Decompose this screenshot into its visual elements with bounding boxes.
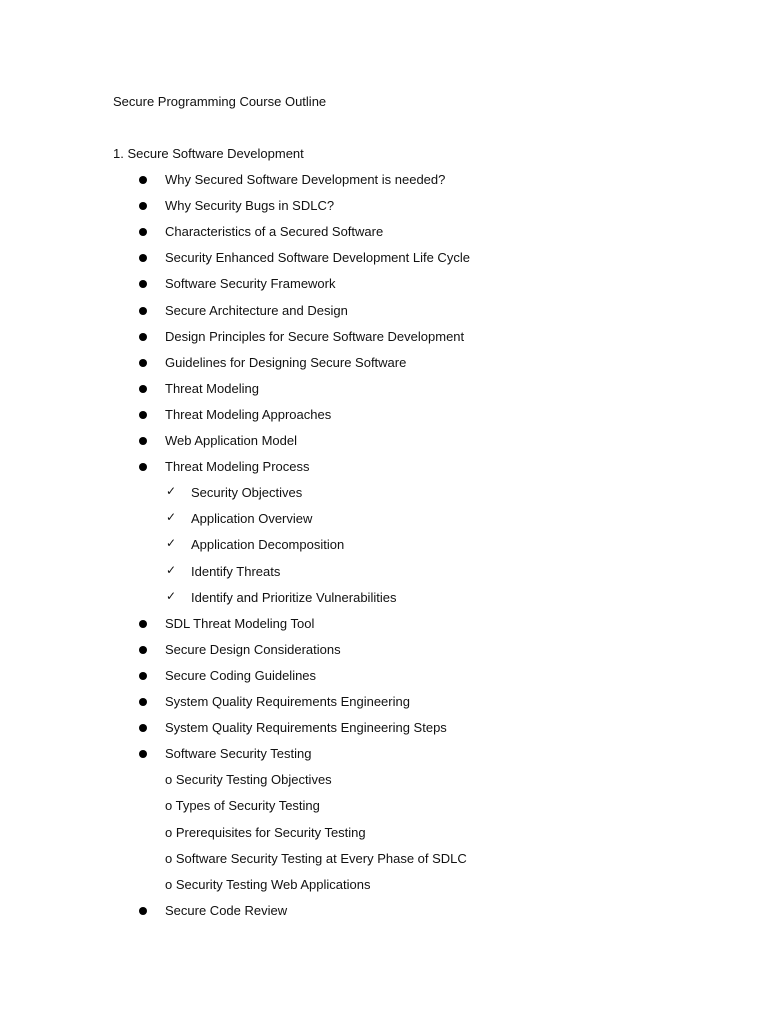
outline-item-label: Software Security Framework — [165, 276, 336, 291]
bullet-icon — [139, 228, 147, 236]
outline-item-label: Threat Modeling Process — [165, 459, 310, 474]
outline-subitem-label: o Security Testing Objectives — [165, 772, 332, 787]
outline-subitem-label: Application Decomposition — [191, 537, 345, 552]
bullet-icon — [139, 463, 147, 471]
outline-subitem-label: Identify Threats — [191, 564, 281, 579]
bullet-icon — [139, 907, 147, 915]
bullet-icon — [139, 280, 147, 288]
outline-item-label: Secure Code Review — [165, 903, 288, 918]
outline-subitem-label: Identify and Prioritize Vulnerabilities — [191, 590, 397, 605]
outline-item-label: System Quality Requirements Engineering Steps — [165, 720, 447, 735]
checkmark-icon: ✓ — [166, 484, 177, 498]
checkmark-icon: ✓ — [166, 536, 177, 550]
outline-subitem-label: Application Overview — [191, 511, 313, 526]
outline-item-label: Design Principles for Secure Software Development — [165, 329, 465, 344]
outline-item-label: Why Security Bugs in SDLC? — [165, 198, 335, 213]
checkmark-icon: ✓ — [166, 510, 177, 524]
outline-item-label: System Quality Requirements Engineering — [165, 694, 410, 709]
bullet-icon — [139, 724, 147, 732]
document-title: Secure Programming Course Outline — [113, 94, 327, 109]
outline-item-label: Characteristics of a Secured Software — [165, 224, 384, 239]
bullet-icon — [139, 620, 147, 628]
bullet-icon — [139, 646, 147, 654]
outline-subitem-label: o Software Security Testing at Every Phase of SDLC — [165, 851, 467, 866]
bullet-icon — [139, 307, 147, 315]
bullet-icon — [139, 359, 147, 367]
outline-item-label: Why Secured Software Development is needed? — [165, 172, 446, 187]
outline-item-label: Secure Coding Guidelines — [165, 668, 317, 683]
outline-item-label: SDL Threat Modeling Tool — [165, 616, 315, 631]
outline-item-label: Security Enhanced Software Development Life Cycle — [165, 250, 470, 265]
outline-item-label: Web Application Model — [165, 433, 298, 448]
outline-subitem-label: o Types of Security Testing — [165, 798, 320, 813]
section-heading: 1. Secure Software Development — [113, 146, 304, 161]
bullet-icon — [139, 750, 147, 758]
outline-item-label: Software Security Testing — [165, 746, 312, 761]
outline-item-label: Secure Design Considerations — [165, 642, 341, 657]
outline-subitem-label: o Security Testing Web Applications — [165, 877, 371, 892]
outline-subitem-label: Security Objectives — [191, 485, 303, 500]
outline-item-label: Secure Architecture and Design — [165, 303, 348, 318]
bullet-icon — [139, 437, 147, 445]
checkmark-icon: ✓ — [166, 589, 177, 603]
outline-item-label: Threat Modeling Approaches — [165, 407, 332, 422]
checkmark-icon: ✓ — [166, 563, 177, 577]
outline-item-label: Threat Modeling — [165, 381, 259, 396]
bullet-icon — [139, 254, 147, 262]
outline-subitem-label: o Prerequisites for Security Testing — [165, 825, 366, 840]
bullet-icon — [139, 672, 147, 680]
bullet-icon — [139, 202, 147, 210]
bullet-icon — [139, 698, 147, 706]
bullet-icon — [139, 385, 147, 393]
outline-item-label: Guidelines for Designing Secure Software — [165, 355, 407, 370]
bullet-icon — [139, 333, 147, 341]
bullet-icon — [139, 176, 147, 184]
bullet-icon — [139, 411, 147, 419]
